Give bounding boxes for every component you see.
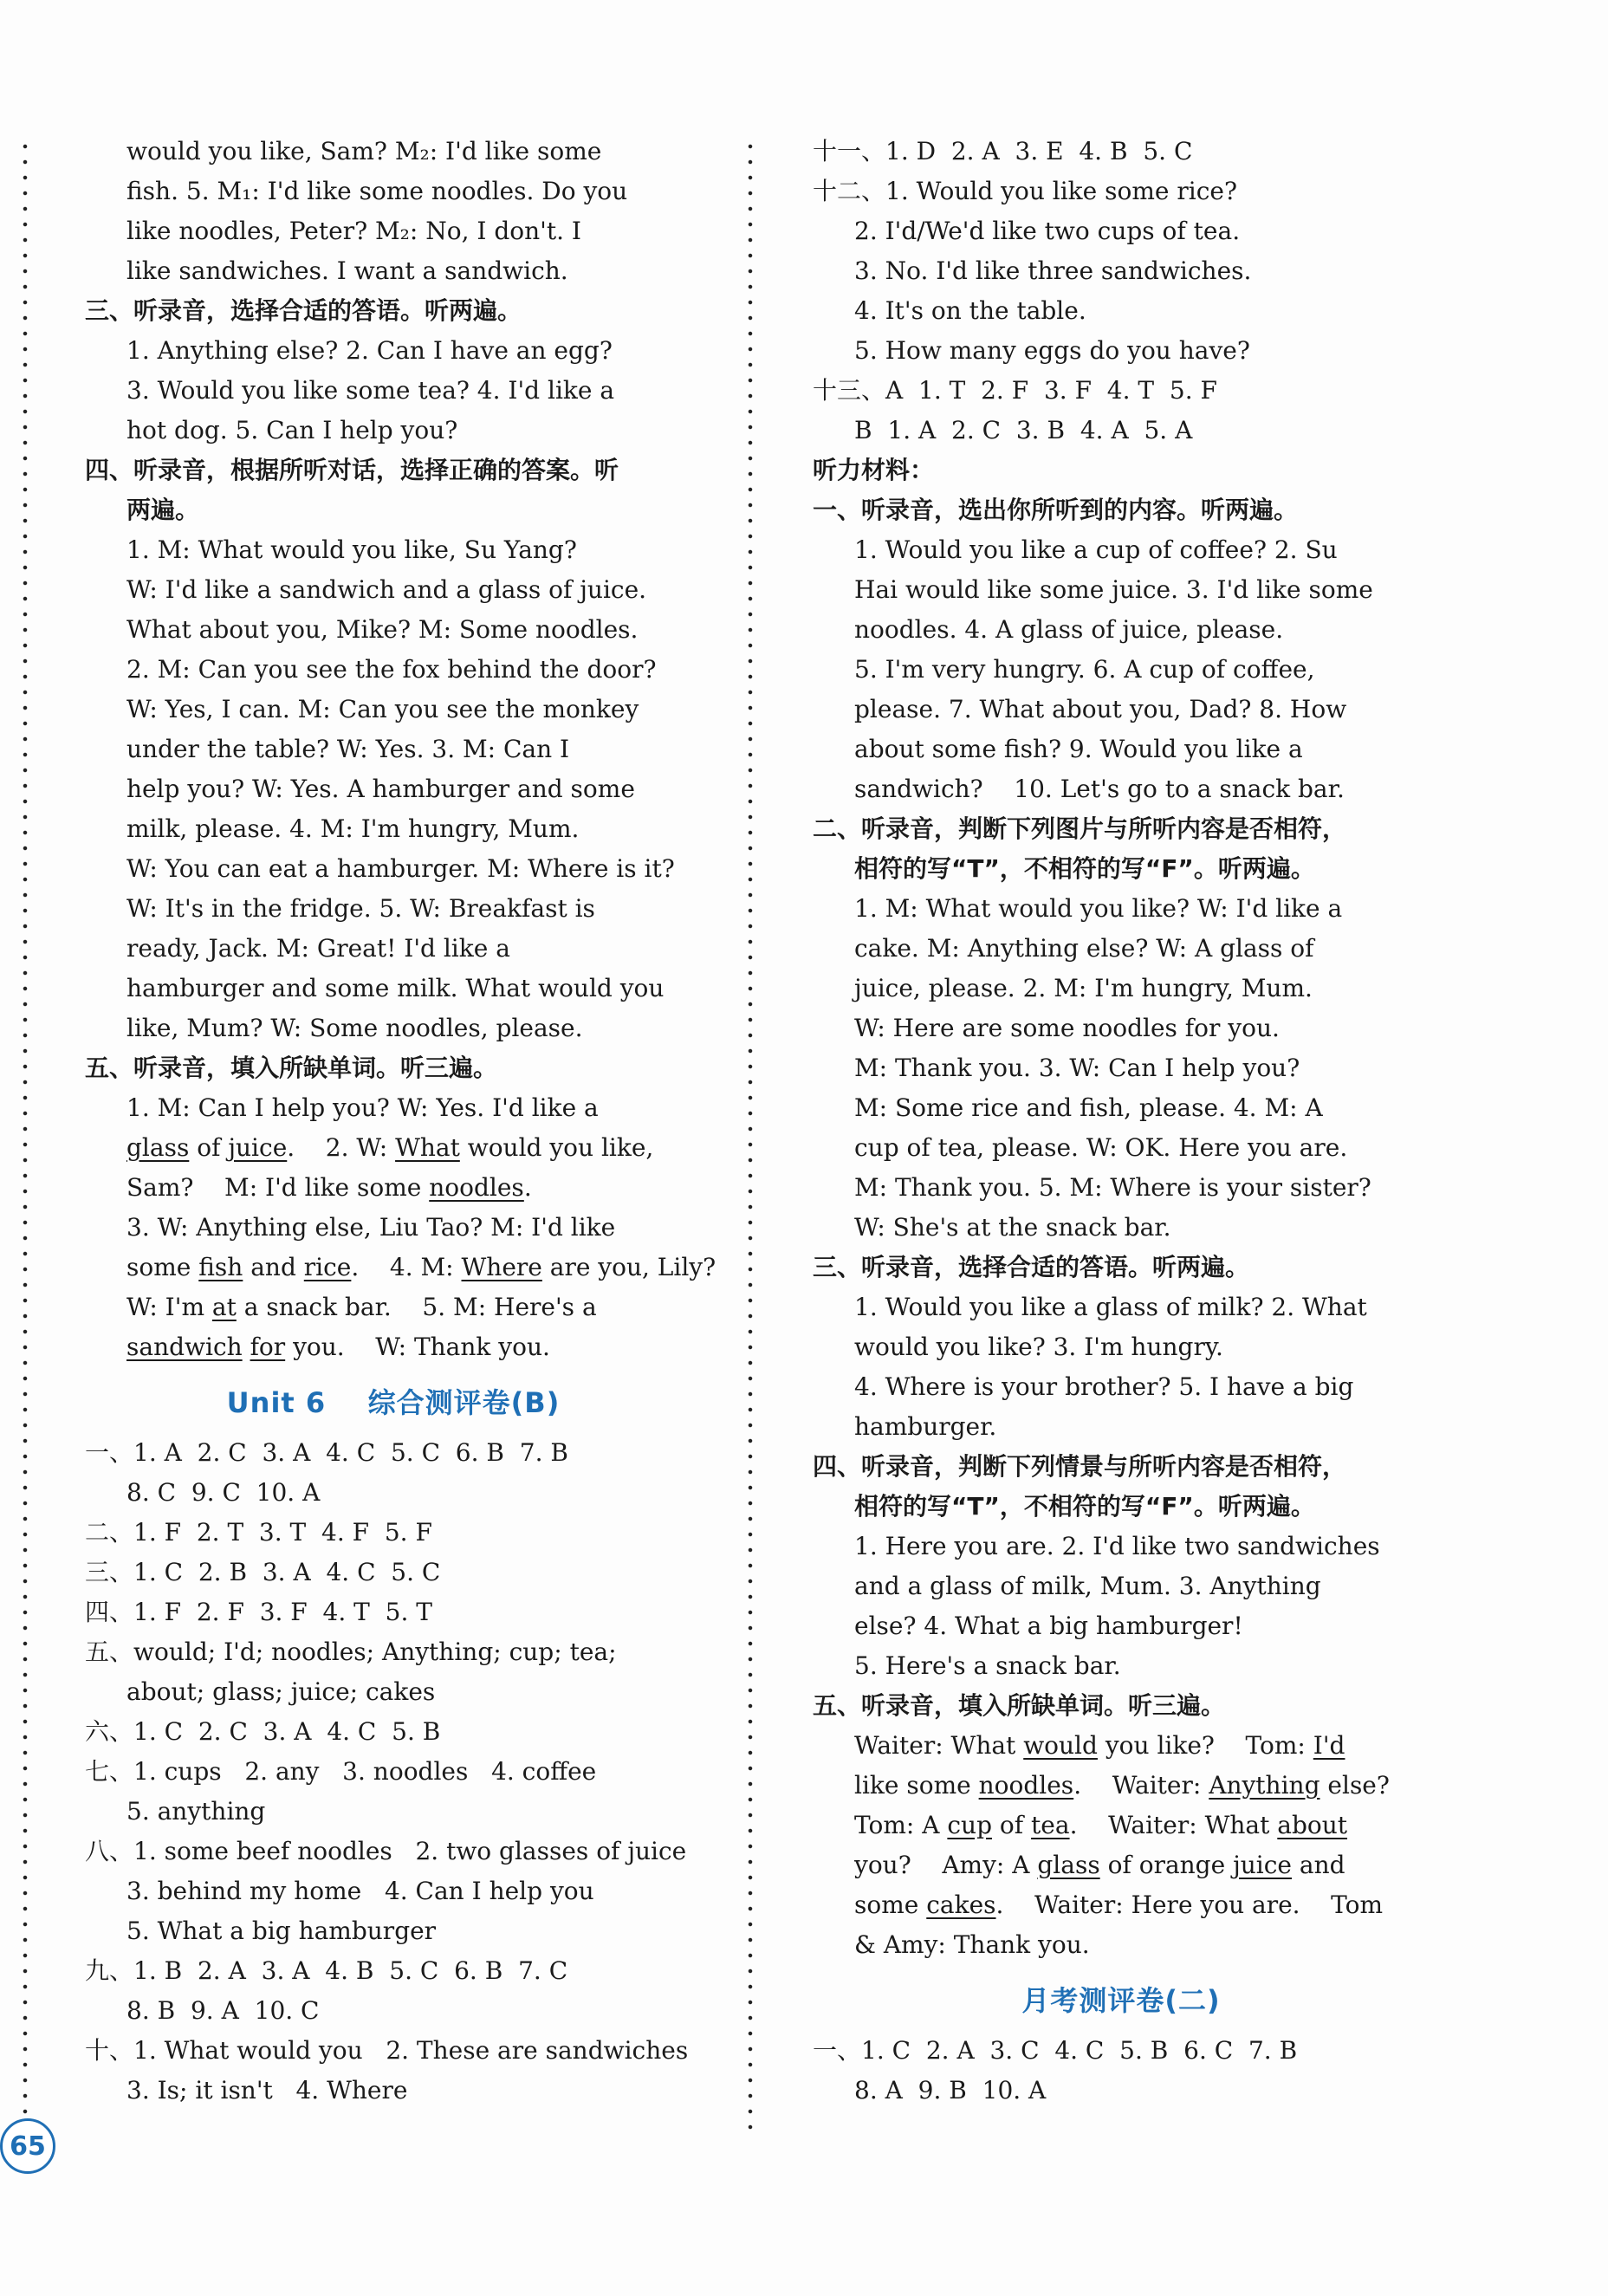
text-line: 1. Here you are. 2. I'd like two sandwiches (854, 1532, 1380, 1560)
text-span: a snack bar. 5. M: Here's a (236, 1293, 597, 1321)
left-column (85, 132, 716, 2111)
answer-line: 二、1. F 2. T 3. T 4. F 5. F (85, 1518, 432, 1547)
text-line: fish. 5. M₁: I'd like some noodles. Do you (126, 177, 628, 205)
text-line (813, 1726, 1430, 1766)
text-line: cake. M: Anything else? W: A glass of (854, 934, 1314, 963)
answer-line: 8. A 9. B 10. A (854, 2076, 1047, 2105)
text-line: ready, Jack. M: Great! I'd like a (126, 934, 510, 963)
text-line: W: You can eat a hamburger. M: Where is it? (126, 854, 675, 883)
text-span: Waiter: What (854, 1731, 1024, 1760)
answer-line: 四、1. F 2. F 3. F 4. T 5. T (85, 1598, 432, 1626)
text-line: 1. Would you like a cup of coffee? 2. Su (854, 535, 1338, 564)
answer-line: 七、1. cups 2. any 3. noodles 4. coffee (85, 1757, 597, 1786)
text-line: & Amy: Thank you. (854, 1930, 1090, 1959)
section-heading: 一、听录音，选出你所听到的内容。听两遍。 (813, 496, 1299, 524)
answer-line: 4. It's on the table. (854, 296, 1086, 325)
text-span: you. W: Thank you. (285, 1333, 550, 1361)
answer-word: glass (126, 1133, 190, 1162)
text-line: 1. M: What would you like? W: I'd like a (854, 894, 1343, 923)
text-line: 1. M: Can I help you? W: Yes. I'd like a (126, 1093, 599, 1122)
answer-line: 3. Is; it isn't 4. Where (126, 2076, 408, 2105)
answer-word: I'd (1313, 1731, 1345, 1760)
answer-line: 8. B 9. A 10. C (126, 1996, 320, 2025)
answer-line: 2. I'd/We'd like two cups of tea. (854, 217, 1241, 245)
section-heading-cont: 相符的写“T”，不相符的写“F”。听两遍。 (854, 854, 1315, 883)
answer-word: sandwich (126, 1333, 243, 1361)
text-line (813, 1806, 1430, 1845)
listening-material-title: 听力材料： (813, 456, 935, 484)
answer-line: 一、1. C 2. A 3. C 4. C 5. B 6. C 7. B (813, 2036, 1298, 2065)
text-line (813, 1845, 1430, 1885)
right-column (813, 132, 1430, 2111)
text-span: some (854, 1891, 927, 1919)
answer-line: 3. behind my home 4. Can I help you (126, 1877, 594, 1905)
answer-word: noodles (429, 1173, 524, 1202)
answer-word: fish (198, 1253, 243, 1281)
text-line: milk, please. 4. M: I'm hungry, Mum. (126, 814, 580, 843)
text-line: M: Thank you. 5. M: Where is your sister? (854, 1173, 1371, 1202)
text-span: are you, Lily? (541, 1253, 716, 1281)
text-line: M: Thank you. 3. W: Can I help you? (854, 1054, 1300, 1082)
answer-line: 三、1. C 2. B 3. A 4. C 5. C (85, 1558, 441, 1586)
text-line (813, 1885, 1430, 1925)
answer-line: 5. anything (126, 1797, 266, 1826)
answer-word: cup (947, 1811, 993, 1839)
answer-line: 九、1. B 2. A 3. A 4. B 5. C 6. B 7. C (85, 1956, 568, 1985)
text-line: juice, please. 2. M: I'm hungry, Mum. (854, 974, 1313, 1002)
text-span: would you like, (459, 1133, 654, 1162)
text-line: Hai would like some juice. 3. I'd like some (854, 575, 1373, 604)
text-span: of orange (1099, 1851, 1234, 1879)
text-line: and a glass of milk, Mum. 3. Anything (854, 1572, 1321, 1600)
text-line: 5. Here's a snack bar. (854, 1651, 1121, 1680)
section-heading: 三、听录音，选择合适的答语。听两遍。 (813, 1253, 1250, 1281)
text-span: . (523, 1173, 532, 1202)
answer-word: juice (1233, 1851, 1292, 1879)
text-line: W: Yes, I can. M: Can you see the monkey (126, 695, 639, 723)
answer-word: Where (461, 1253, 542, 1281)
text-span: . Waiter: Here you are. Tom (995, 1891, 1384, 1919)
text-span (243, 1327, 250, 1367)
text-line: 1. Would you like a glass of milk? 2. What (854, 1293, 1367, 1321)
text-span: of (992, 1811, 1032, 1839)
text-span: Sam? M: I'd like some (126, 1173, 430, 1202)
text-span: . Waiter: What (1069, 1811, 1278, 1839)
text-line: 1. M: What would you like, Su Yang? (126, 535, 577, 564)
answer-word: What (395, 1133, 460, 1162)
answer-word: tea (1031, 1811, 1070, 1839)
section-heading-cont: 两遍。 (126, 496, 200, 524)
answer-line: 十、1. What would you 2. These are sandwiches (85, 2036, 689, 2065)
text-line (85, 1168, 702, 1208)
text-line: M: Some rice and fish, please. 4. M: A (854, 1093, 1323, 1122)
text-line: What about you, Mike? M: Some noodles. (126, 615, 639, 644)
text-line: W: It's in the fridge. 5. W: Breakfast is (126, 894, 595, 923)
text-line: W: She's at the snack bar. (854, 1213, 1171, 1242)
answer-line: about; glass; juice; cakes (126, 1677, 436, 1706)
answer-word: cakes (926, 1891, 996, 1919)
text-line: help you? W: Yes. A hamburger and some (126, 775, 635, 803)
text-line: about some fish? 9. Would you like a (854, 735, 1303, 763)
text-line (85, 1287, 702, 1327)
text-line: like sandwiches. I want a sandwich. (126, 256, 568, 285)
text-line (85, 1327, 702, 1367)
text-line: please. 7. What about you, Dad? 8. How (854, 695, 1347, 723)
answer-line: 六、1. C 2. C 3. A 4. C 5. B (85, 1717, 441, 1746)
answer-line: 十一、1. D 2. A 3. E 4. B 5. C (813, 137, 1193, 165)
text-line: 2. M: Can you see the fox behind the door? (126, 655, 657, 684)
text-span: of (189, 1133, 229, 1162)
section-heading: 五、听录音，填入所缺单词。听三遍。 (813, 1691, 1226, 1720)
text-line: 5. I'm very hungry. 6. A cup of coffee, (854, 655, 1315, 684)
answer-word: noodles (978, 1771, 1074, 1800)
text-line: cup of tea, please. W: OK. Here you are. (854, 1133, 1348, 1162)
text-line: sandwich? 10. Let's go to a snack bar. (854, 775, 1345, 803)
section-heading: 三、听录音，选择合适的答语。听两遍。 (85, 296, 522, 325)
text-span: . Waiter: (1073, 1771, 1209, 1800)
text-span: . 2. W: (287, 1133, 396, 1162)
answer-line: 5. How many eggs do you have? (854, 336, 1250, 365)
answer-line: 3. No. I'd like three sandwiches. (854, 256, 1252, 285)
monthly-test-title: 月考测评卷(二) (1021, 1984, 1221, 2017)
answer-word: juice (228, 1133, 288, 1162)
text-line: 3. Would you like some tea? 4. I'd like a (126, 376, 615, 405)
text-span: else? (1319, 1771, 1390, 1800)
answer-word: rice (303, 1253, 352, 1281)
text-span: you like? Tom: (1097, 1731, 1313, 1760)
answer-line: 十二、1. Would you like some rice? (813, 177, 1237, 205)
answer-word: at (211, 1293, 237, 1321)
answer-word: glass (1037, 1851, 1100, 1879)
text-line: would you like? 3. I'm hungry. (854, 1333, 1223, 1361)
section-heading-cont: 相符的写“T”，不相符的写“F”。听两遍。 (854, 1492, 1315, 1521)
text-line: hamburger. (854, 1412, 997, 1441)
text-line: hamburger and some milk. What would you (126, 974, 665, 1002)
text-span: . 4. M: (351, 1253, 462, 1281)
answer-line: 五、would; I'd; noodles; Anything; cup; tea; (85, 1638, 617, 1666)
text-span: like some (854, 1771, 979, 1800)
text-span: and (243, 1253, 304, 1281)
text-line: noodles. 4. A glass of juice, please. (854, 615, 1284, 644)
text-line: like noodles, Peter? M₂: No, I don't. I (126, 217, 581, 245)
section-heading: 五、听录音，填入所缺单词。听三遍。 (85, 1054, 498, 1082)
text-span: Tom: A (854, 1811, 948, 1839)
text-line: 3. W: Anything else, Liu Tao? M: I'd like (126, 1213, 616, 1242)
answer-line: 8. C 9. C 10. A (126, 1478, 321, 1507)
text-span: you? Amy: A (854, 1851, 1038, 1879)
text-line: W: I'd like a sandwich and a glass of juice. (126, 575, 647, 604)
text-span: and (1292, 1851, 1345, 1879)
answer-line: 一、1. A 2. C 3. A 4. C 5. C 6. B 7. B (85, 1438, 568, 1467)
answer-word: would (1023, 1731, 1098, 1760)
text-line: under the table? W: Yes. 3. M: Can I (126, 735, 570, 763)
section-heading: 四、听录音，判断下列情景与所听内容是否相符， (813, 1452, 1347, 1481)
section-heading: 四、听录音，根据所听对话，选择正确的答案。听 (85, 456, 619, 484)
left-dotted-margin (23, 139, 28, 2131)
center-dotted-divider (748, 139, 753, 2131)
answer-word: about (1277, 1811, 1348, 1839)
answer-line: 5. What a big hamburger (126, 1917, 437, 1945)
text-line: W: Here are some noodles for you. (854, 1014, 1280, 1042)
text-span: W: I'm (126, 1293, 212, 1321)
unit-title: Unit 6 综合测评卷(B) (226, 1386, 561, 1419)
text-line: 1. Anything else? 2. Can I have an egg? (126, 336, 613, 365)
text-line: 4. Where is your brother? 5. I have a big (854, 1372, 1354, 1401)
text-line (85, 1248, 716, 1287)
text-line (813, 1766, 1430, 1806)
text-line: hot dog. 5. Can I help you? (126, 416, 458, 444)
text-line: would you like, Sam? M₂: I'd like some (126, 137, 602, 165)
page-number-badge: 65 (0, 2118, 55, 2174)
answer-line: 十三、A 1. T 2. F 3. F 4. T 5. F (813, 376, 1217, 405)
text-span: some (126, 1253, 199, 1281)
answer-line: B 1. A 2. C 3. B 4. A 5. A (854, 416, 1193, 444)
answer-word: for (250, 1333, 286, 1361)
answer-line: 八、1. some beef noodles 2. two glasses of juice (85, 1837, 687, 1865)
text-line: like, Mum? W: Some noodles, please. (126, 1014, 583, 1042)
text-line (85, 1128, 702, 1168)
answer-word: Anything (1209, 1771, 1320, 1800)
text-line: else? 4. What a big hamburger! (854, 1612, 1243, 1640)
section-heading: 二、听录音，判断下列图片与所听内容是否相符， (813, 814, 1347, 843)
